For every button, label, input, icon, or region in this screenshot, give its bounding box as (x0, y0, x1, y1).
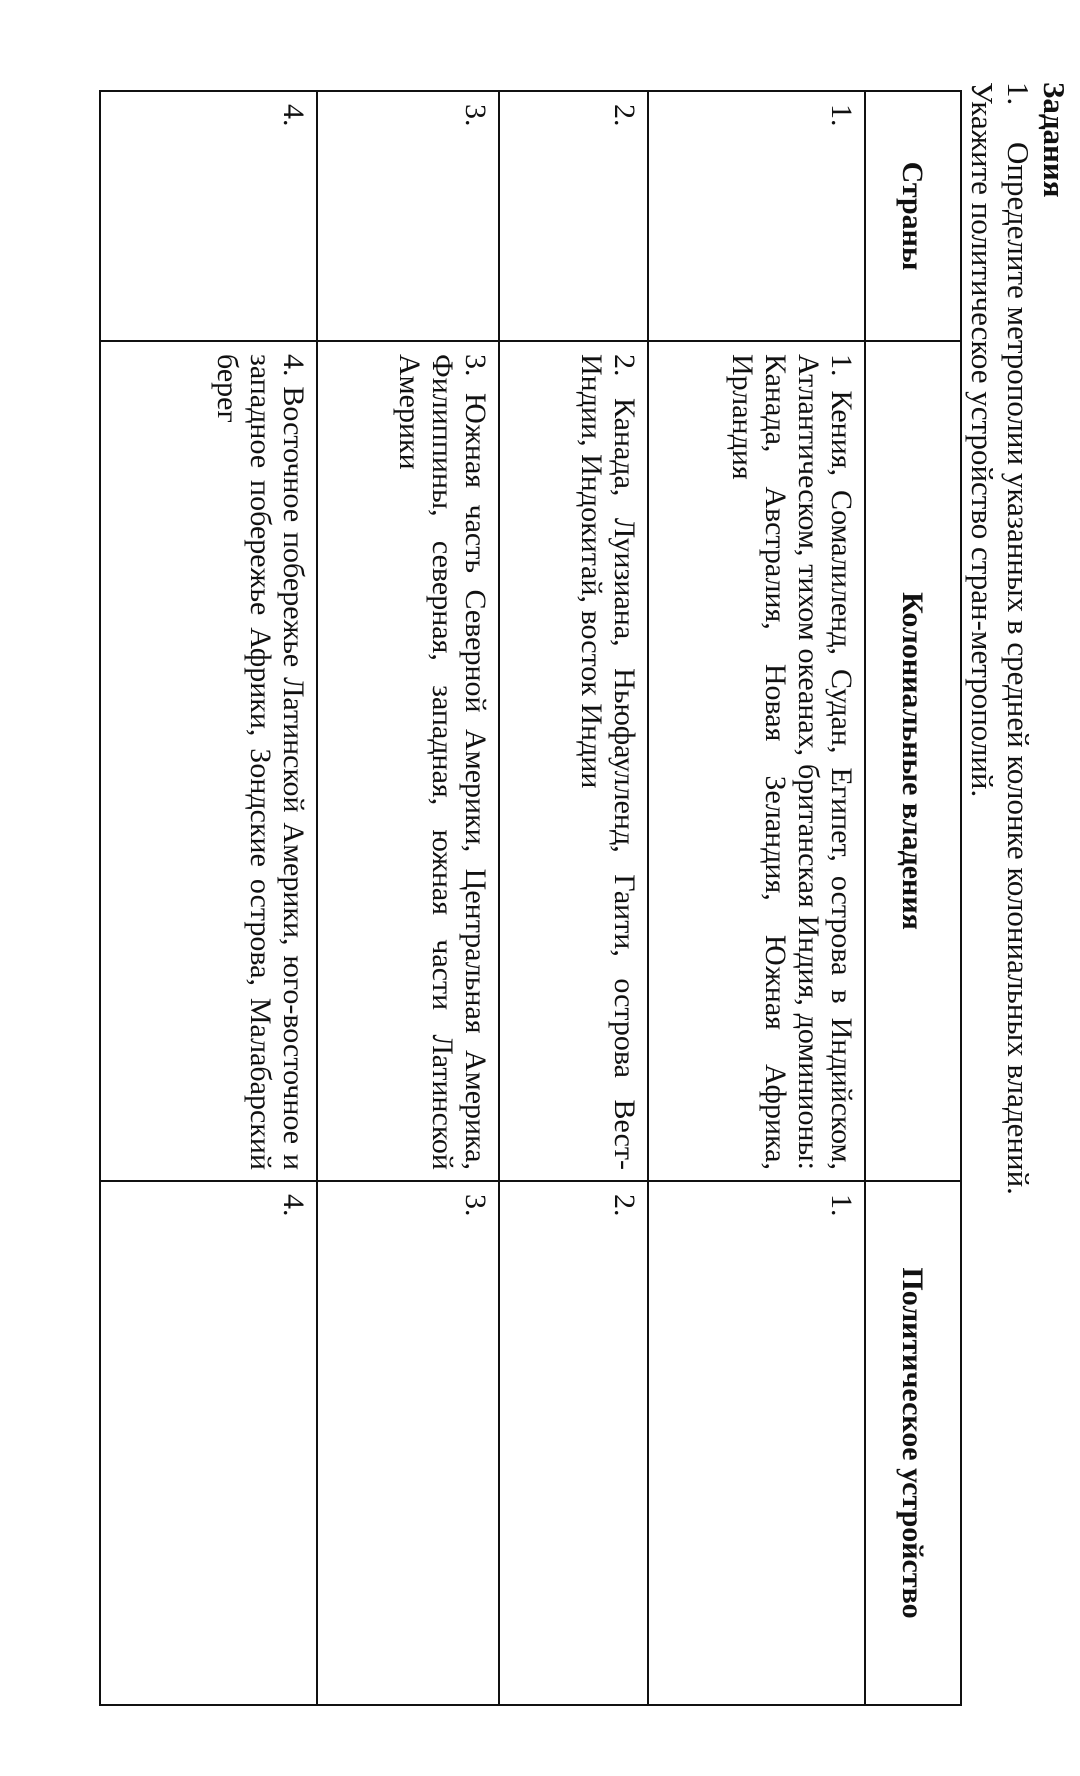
header-political-system: Политическое устройство (865, 1181, 961, 1705)
possessions-cell: 4. Восточное побережье Латинской Америки, юго-восточное и западное побережье Африки, Зондские острова, Малабарский берег (100, 341, 317, 1181)
country-cell[interactable]: 1. (648, 91, 865, 341)
page-heading: Задания (1037, 82, 1072, 198)
task-instruction-line1 (1000, 82, 1036, 1772)
country-cell[interactable]: 3. (317, 91, 499, 341)
possessions-cell: 1. Кения, Сомалиленд, Судан, Египет, острова в Индийском, Атлантическом, тихом океанах, британская Индия, доминионы: Канада, Австралия, Новая Зеландия, Южная Африка, Ирландия (648, 341, 865, 1181)
political-cell[interactable]: 3. (317, 1181, 499, 1705)
possessions-cell: 3. Южная часть Северной Америки, Центральная Америка, Филиппины, северная, западная, южная части Латинской Америки (317, 341, 499, 1181)
header-countries: Страны (865, 91, 961, 341)
header-colonial-possessions: Колониальные владения (865, 341, 961, 1181)
task-number: 1. (1001, 82, 1036, 106)
country-cell[interactable]: 4. (100, 91, 317, 341)
task-text-1: Определите метрополии указанных в средней колонке колониальных владений. (1001, 142, 1036, 1195)
table-row (499, 91, 648, 1705)
table-header-row (865, 91, 961, 1705)
table-row (317, 91, 499, 1705)
political-cell[interactable]: 4. (100, 1181, 317, 1705)
possessions-cell: 2. Канада, Луизиана, Ньюфаулленд, Гаити, острова Вест-Индии, Индокитай, восток Индии (499, 341, 648, 1181)
political-cell[interactable]: 1. (648, 1181, 865, 1705)
task-instruction-line2: Укажите политическое устройство стран-метрополий. (965, 82, 1000, 798)
country-cell[interactable]: 2. (499, 91, 648, 341)
political-cell[interactable]: 2. (499, 1181, 648, 1705)
table-row (648, 91, 865, 1705)
colonies-table (99, 90, 962, 1706)
table-row (100, 91, 317, 1705)
